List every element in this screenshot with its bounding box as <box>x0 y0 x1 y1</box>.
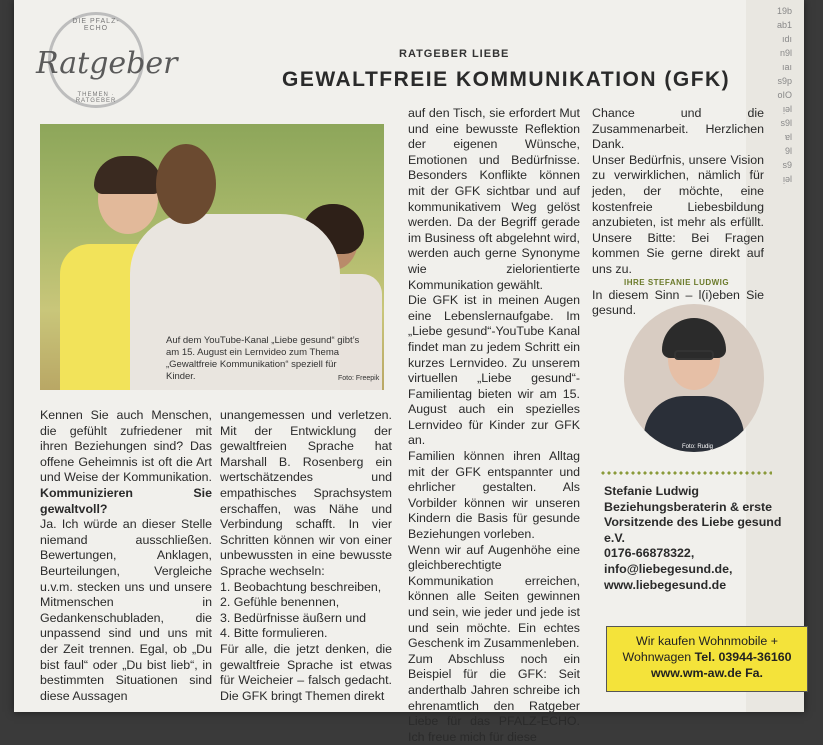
margin-mark: 9l <box>784 146 792 156</box>
step-item: 2. Gefühle benennen, <box>220 595 340 610</box>
paragraph: Wenn wir auf Augenhöhe eine gleichberechtigte Kommunikation erreichen, können alle Seiten gewinnen und sein, wie jeder und jede ist und sein möchte. Ein echtes Geschenk im Zusammenleben. <box>408 542 580 651</box>
portrait-glasses <box>674 350 714 360</box>
portrait-credit: Foto: Rudig <box>682 444 714 450</box>
ad-line-2: Wohnwagen <box>622 650 692 664</box>
ad-line-1: Wir kaufen Wohnmobile + <box>636 634 778 648</box>
adjacent-page-marks <box>752 4 792 186</box>
photo-figure-back-head <box>156 144 216 224</box>
article-column-1 <box>40 408 212 704</box>
contact-name: Stefanie Ludwig <box>604 484 699 498</box>
section-kicker: RATGEBER LIEBE <box>399 48 510 60</box>
article-column-2 <box>220 408 392 704</box>
logo-word: Ratgeber <box>36 46 178 81</box>
paragraph: Unser Bedürfnis, unsere Vision zu verwirklichen, nämlich für jeden, der möchte, eine kostenfreie Liebesbildung anzubieten, ist mehr als erfüllt. Unsere Bitte: Bei Fragen kommen Sie gerne direkt auf uns zu. <box>592 152 764 276</box>
photo-caption: Auf dem YouTube-Kanal „Liebe gesund“ gibt’s am 15. August ein Lernvideo zum Thema „Gewaltfreie Kommunikation“ speziell für Kinder. <box>166 335 360 382</box>
margin-mark: ᴉəl <box>782 104 792 114</box>
contact-role: Beziehungsberaterin & erste Vorsitzende des Liebe gesund e.V. <box>604 499 782 545</box>
contact-website[interactable]: www.liebegesund.de <box>604 577 727 592</box>
margin-mark: ᴉəl <box>782 174 792 184</box>
paragraph: Ja. Ich würde an dieser Stelle niemand ausschließen. Bewertungen, Anklagen, Beurteilungen, Vergleiche u.v.m. stecken uns und unsere Mitmenschen in Gedankenschubladen, die unpassend sind und uns mit der Zeit trennen. Egal, ob „Du bist faul“ oder „Du bist lieb“, in bestimmten Situationen sind diese Aussagen <box>40 517 212 703</box>
classified-ad <box>606 626 808 692</box>
paragraph: Familien können ihren Alltag mit der GFK entspannter und ehrlicher gestalten. Als Vorbilder können wir unseren Kindern die Basis für gesunde Beziehungen vorleben. <box>408 449 580 542</box>
photo-credit: Foto: Freepik <box>338 375 380 382</box>
article-photo <box>40 124 384 390</box>
ad-phone: Tel. 03944-36160 <box>694 650 792 664</box>
margin-mark: ab1 <box>776 20 792 30</box>
logo-top-text: DIE PFALZ-ECHO <box>72 18 120 32</box>
ratgeber-logo <box>36 8 178 108</box>
newspaper-page <box>14 0 804 744</box>
dotted-divider <box>600 470 772 476</box>
margin-mark: ıdı <box>781 34 792 44</box>
step-item: 3. Bedürfnisse äußern und <box>220 610 367 625</box>
logo-bottom-text: THEMEN · RATGEBER <box>75 92 117 104</box>
margin-mark: ɐl <box>784 132 792 142</box>
margin-mark: s9l <box>780 118 792 128</box>
margin-mark: oIO <box>777 90 792 100</box>
paragraph: Zum Abschluss noch ein Beispiel für die GFK: Seit anderthalb Jahren schreibe ich ehrenamtlich den Ratgeber Liebe für das PFALZ-ECHO. Ich freue mich für diese <box>408 651 580 744</box>
paragraph: unangemessen und verletzen. Mit der Entwicklung der gewaltfreien Sprache hat Marshall B. Rosenberg ein wertschätzendes und empathisches Sprachsystem erschaffen, was Nähe und Verbindung schafft. In vier Schritten können wir von einer unbewussten in eine bewusste Sprache wechseln: <box>220 408 392 578</box>
author-portrait <box>624 304 764 452</box>
margin-mark: 19b <box>776 6 792 16</box>
paragraph: In diesem Sinn – l(i)eben Sie gesund. <box>592 287 764 318</box>
paragraph: Für alle, die jetzt denken, die gewaltfreie Sprache ist etwas für Weicheier – falsch gedacht. Die GFK bringt Themen direkt <box>220 641 392 703</box>
article-column-3 <box>408 106 580 745</box>
contact-email[interactable]: info@liebegesund.de, <box>604 561 733 576</box>
step-item: 4. Bitte formulieren. <box>220 626 328 641</box>
author-signature: IHRE STEFANIE LUDWIG <box>624 278 730 287</box>
article-headline: GEWALTFREIE KOMMUNIKATION (GFK) <box>282 68 731 91</box>
margin-mark: ıaı <box>781 62 792 72</box>
question-heading: Kommunizieren Sie gewaltvoll? <box>40 485 212 516</box>
margin-mark: s9 <box>782 160 792 170</box>
contact-phone: 0176-66878322, <box>604 546 695 561</box>
margin-mark: n9l <box>779 48 792 58</box>
photo-figure-boy-hair <box>94 156 162 194</box>
margin-mark: s9p <box>777 76 792 86</box>
step-item: 1. Beobachtung beschreiben, <box>220 579 382 594</box>
paragraph: Kennen Sie auch Menschen, die gefühlt zufriedener mit ihren Beziehungen sind? Das offene Geheimnis ist oft die Art und Weise der Kommunikation. <box>40 408 212 485</box>
ad-website: www.wm-aw.de Fa. <box>651 666 763 680</box>
author-contact <box>604 484 784 593</box>
paragraph: Chance und die Zusammenarbeit. Herzlichen Dank. <box>592 106 764 152</box>
paragraph: Die GFK ist in meinen Augen eine Lebenslernaufgabe. Im „Liebe gesund“-YouTube Kanal findet man zu jedem Schritt ein kurzes Lernvideo. Zu unserem virtuellen „Liebe gesund“-Familientag bieten wir am 15. August auch ein spezielles Lernvideo für Kinder zur GFK an. <box>408 293 580 448</box>
paragraph: auf den Tisch, sie erfordert Mut und eine bewusste Reflektion der eigenen Wünsche, Emotionen und Bedürfnisse. Besonders Konflikte können mit der GFK sichtbar und auf kommunikativem Weg gelöst werden. Da der Begriff gerade im Business oft abgelehnt wird, werden auch gerne Synonyme wie zielorientierte Kommunikation gewählt. <box>408 106 580 292</box>
